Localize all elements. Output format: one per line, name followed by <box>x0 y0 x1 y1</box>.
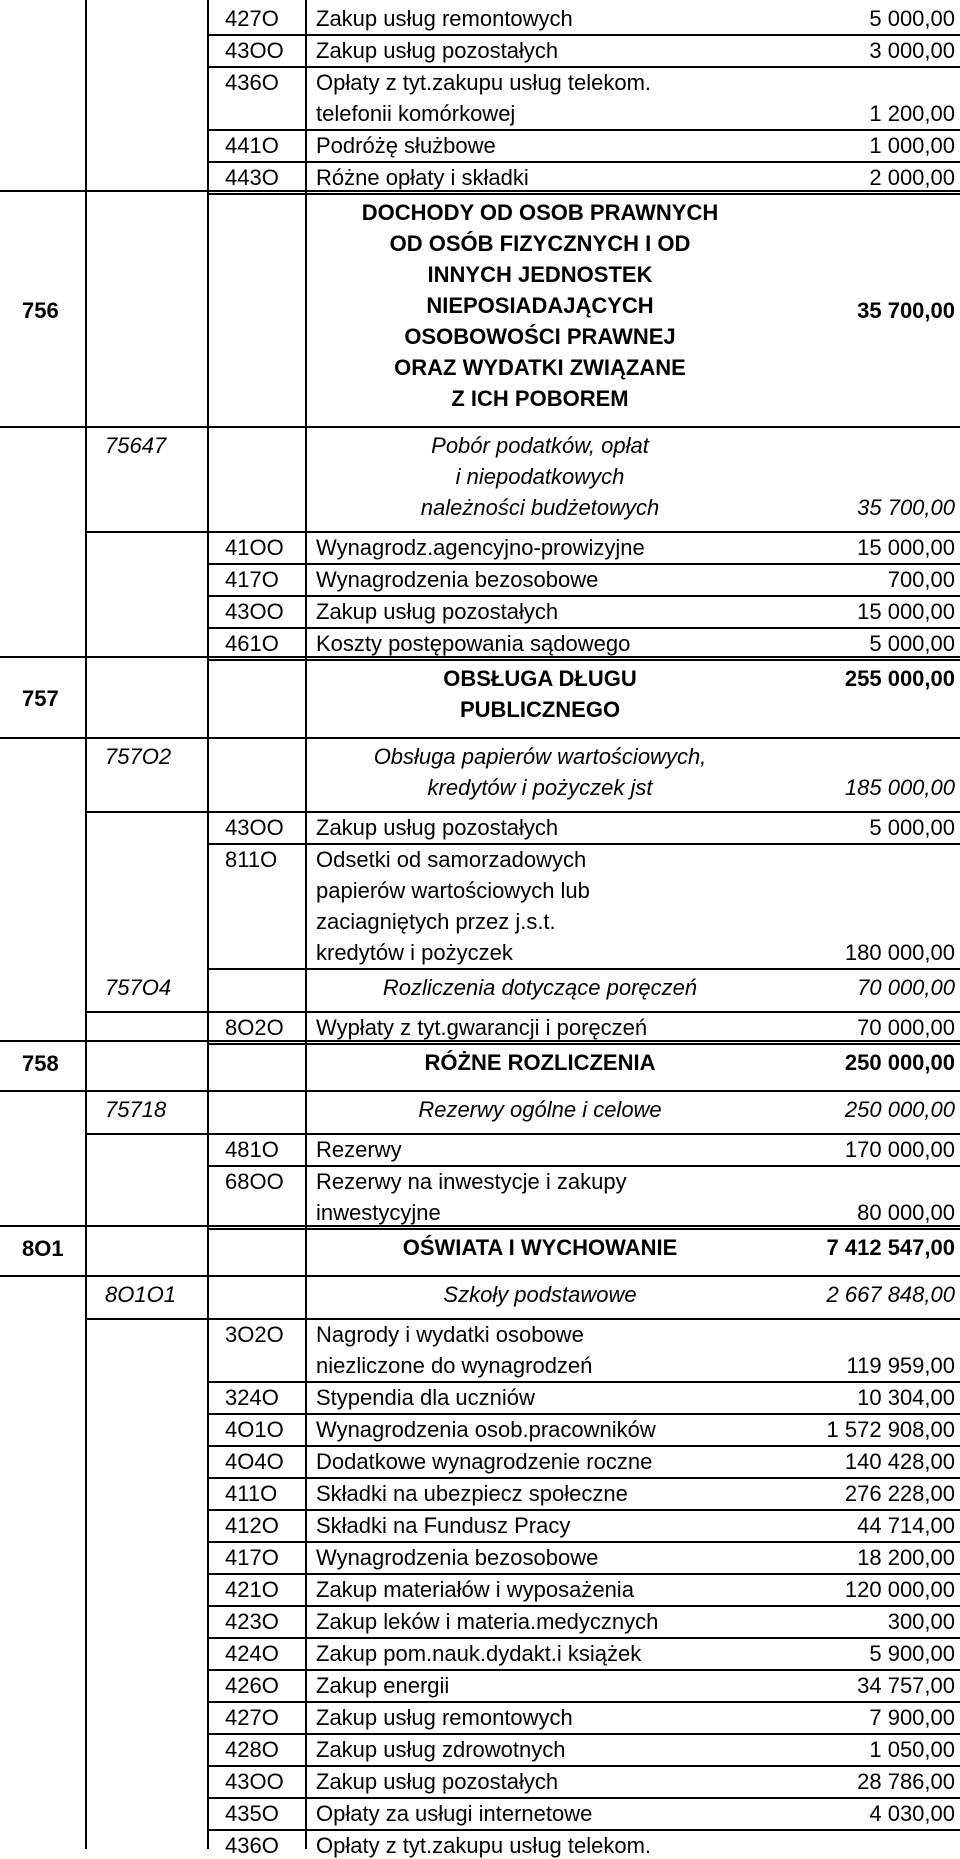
dzial-amount: 7 412 547,00 <box>826 1235 955 1260</box>
dzial-description: OBSŁUGA DŁUGU <box>443 666 637 691</box>
item-amount: 4 030,00 <box>869 1801 955 1826</box>
item-amount: 170 000,00 <box>844 1137 955 1162</box>
item-amount: 28 786,00 <box>857 1769 955 1794</box>
item-amount: 44 714,00 <box>857 1513 955 1538</box>
row-separator <box>207 1228 960 1230</box>
row-separator <box>85 1133 960 1135</box>
section-separator <box>0 190 960 192</box>
paragraph-code: 427O <box>225 1705 279 1730</box>
column-divider <box>305 0 307 1849</box>
item-description: niezliczone do wynagrodzeń <box>316 1353 593 1378</box>
rozdzial-description: Rozliczenia dotyczące poręczeń <box>382 975 698 1000</box>
paragraph-code: 424O <box>225 1641 279 1666</box>
item-description: Zakup usług zdrowotnych <box>316 1737 566 1762</box>
dzial-description: Z ICH POBOREM <box>451 386 629 411</box>
item-description: Stypendia dla uczniów <box>316 1385 535 1410</box>
paragraph-code: 43OO <box>225 38 284 63</box>
section-separator <box>0 1040 960 1042</box>
column-divider <box>207 0 209 1849</box>
dzial-amount: 35 700,00 <box>857 297 955 323</box>
item-amount: 2 000,00 <box>869 165 955 190</box>
rozdzial-code: 757O2 <box>105 744 172 769</box>
paragraph-code: 41OO <box>225 535 284 560</box>
dzial-description: OD OSÓB FIZYCZNYCH I OD <box>389 231 691 256</box>
column-divider <box>85 0 87 1849</box>
rozdzial-code: 757O4 <box>105 975 172 1000</box>
paragraph-code: 417O <box>225 1545 279 1570</box>
paragraph-code: 8O2O <box>225 1015 284 1040</box>
item-amount: 1 572 908,00 <box>826 1417 955 1442</box>
dzial-description: PUBLICZNEGO <box>459 697 621 722</box>
paragraph-code: 421O <box>225 1577 279 1602</box>
item-description: Dodatkowe wynagrodzenie roczne <box>316 1449 653 1474</box>
dzial-code: 756 <box>22 297 59 323</box>
paragraph-code: 811O <box>225 847 278 872</box>
row-separator <box>207 843 960 845</box>
row-separator <box>207 1605 960 1607</box>
rozdzial-amount: 70 000,00 <box>857 975 955 1000</box>
row-separator <box>207 1701 960 1703</box>
dzial-description: ORAZ WYDATKI ZWIĄZANE <box>394 355 686 380</box>
row-separator <box>207 193 960 195</box>
item-description: Podróżę służbowe <box>316 133 496 158</box>
dzial-description: NIEPOSIADAJĄCYCH <box>426 293 654 318</box>
item-amount: 70 000,00 <box>857 1015 955 1040</box>
dzial-amount: 250 000,00 <box>844 1050 955 1075</box>
row-separator <box>207 1413 960 1415</box>
row-separator <box>207 1445 960 1447</box>
rozdzial-amount: 250 000,00 <box>844 1097 955 1122</box>
row-separator <box>207 161 960 163</box>
item-amount: 120 000,00 <box>844 1577 955 1602</box>
paragraph-code: 68OO <box>225 1169 284 1194</box>
dzial-description: OSOBOWOŚCI PRAWNEJ <box>404 324 676 349</box>
item-amount: 276 228,00 <box>844 1481 955 1506</box>
item-amount: 3 000,00 <box>869 38 955 63</box>
rozdzial-description: kredytów i pożyczek jst <box>427 775 653 800</box>
item-description: Koszty postępowania sądowego <box>316 631 631 656</box>
item-amount: 10 304,00 <box>857 1385 955 1410</box>
row-separator <box>207 1765 960 1767</box>
item-amount: 15 000,00 <box>857 535 955 560</box>
row-separator <box>85 811 960 813</box>
row-separator <box>85 1318 960 1320</box>
section-separator <box>0 1225 960 1227</box>
row-separator <box>207 66 960 68</box>
rozdzial-description: Rezerwy ogólne i celowe <box>418 1097 662 1122</box>
dzial-code: 757 <box>22 686 59 711</box>
rozdzial-description: należności budżetowych <box>420 495 660 520</box>
rozdzial-description: Obsługa papierów wartościowych, <box>373 744 707 769</box>
item-amount: 1 000,00 <box>869 133 955 158</box>
item-description: Zakup usług pozostałych <box>316 1769 559 1794</box>
row-separator <box>207 563 960 565</box>
item-description: zaciagniętych przez j.s.t. <box>316 909 556 934</box>
paragraph-code: 43OO <box>225 1769 284 1794</box>
item-description: Zakup leków i materia.medycznych <box>316 1609 659 1634</box>
rozdzial-description: Pobór podatków, opłat <box>431 433 649 458</box>
item-description: Opłaty z tyt.zakupu usług telekom. <box>316 70 652 95</box>
row-separator <box>0 737 960 739</box>
rozdzial-code: 75718 <box>105 1097 167 1122</box>
row-separator <box>207 1797 960 1799</box>
paragraph-code: 436O <box>225 70 279 95</box>
paragraph-code: 43OO <box>225 815 284 840</box>
row-separator <box>85 1011 960 1013</box>
row-separator <box>85 531 960 533</box>
row-separator <box>0 1090 960 1092</box>
item-description: Opłaty z tyt.zakupu usług telekom. <box>316 1833 652 1858</box>
item-description: Zakup usług pozostałych <box>316 599 559 624</box>
item-amount: 15 000,00 <box>857 599 955 624</box>
item-amount: 180 000,00 <box>844 940 955 965</box>
item-description: Wynagrodz.agencyjno-prowizyjne <box>316 535 645 560</box>
item-description: Wypłaty z tyt.gwarancji i poręczeń <box>316 1015 648 1040</box>
item-amount: 34 757,00 <box>857 1673 955 1698</box>
item-description: Nagrody i wydatki osobowe <box>316 1322 584 1347</box>
paragraph-code: 4O4O <box>225 1449 284 1474</box>
paragraph-code: 423O <box>225 1609 279 1634</box>
row-separator <box>207 129 960 131</box>
dzial-code: 8O1 <box>22 1235 64 1261</box>
rozdzial-amount: 2 667 848,00 <box>826 1282 955 1307</box>
dzial-description: OŚWIATA I WYCHOWANIE <box>402 1235 678 1260</box>
item-amount: 140 428,00 <box>844 1449 955 1474</box>
row-separator <box>207 1541 960 1543</box>
item-description: Wynagrodzenia bezosobowe <box>316 1545 599 1570</box>
row-separator <box>207 1829 960 1831</box>
paragraph-code: 324O <box>225 1385 279 1410</box>
item-description: Odsetki od samorzadowych <box>316 847 587 872</box>
row-separator <box>207 1043 960 1045</box>
item-description: Wynagrodzenia osob.pracowników <box>316 1417 656 1442</box>
item-description: inwestycyjne <box>316 1200 441 1225</box>
paragraph-code: 427O <box>225 6 279 31</box>
dzial-code: 758 <box>22 1050 59 1076</box>
paragraph-code: 43OO <box>225 599 284 624</box>
row-separator <box>207 34 960 36</box>
paragraph-code: 461O <box>225 631 279 656</box>
row-separator <box>207 1573 960 1575</box>
row-separator <box>207 1477 960 1479</box>
dzial-amount: 255 000,00 <box>844 666 955 691</box>
item-description: Zakup pom.nauk.dydakt.i książek <box>316 1641 642 1666</box>
paragraph-code: 481O <box>225 1137 279 1162</box>
item-amount: 5 000,00 <box>869 815 955 840</box>
row-separator <box>207 595 960 597</box>
item-amount: 18 200,00 <box>857 1545 955 1570</box>
item-description: Rezerwy na inwestycje i zakupy <box>316 1169 627 1194</box>
item-description: Składki na ubezpiecz społeczne <box>316 1481 628 1506</box>
paragraph-code: 426O <box>225 1673 279 1698</box>
rozdzial-amount: 35 700,00 <box>857 495 955 520</box>
rozdzial-description: Szkoły podstawowe <box>443 1282 637 1307</box>
dzial-description: RÓŻNE ROZLICZENIA <box>424 1050 656 1075</box>
section-separator <box>0 656 960 658</box>
item-description: Zakup usług pozostałych <box>316 38 559 63</box>
item-description: telefonii komórkowej <box>316 101 516 126</box>
paragraph-code: 3O2O <box>225 1322 284 1347</box>
item-amount: 7 900,00 <box>869 1705 955 1730</box>
item-amount: 119 959,00 <box>846 1353 955 1378</box>
row-separator <box>207 968 960 970</box>
paragraph-code: 441O <box>225 133 279 158</box>
item-amount: 80 000,00 <box>857 1200 955 1225</box>
item-amount: 1 200,00 <box>869 101 955 126</box>
rozdzial-amount: 185 000,00 <box>844 775 955 800</box>
rozdzial-description: i niepodatkowych <box>455 464 625 489</box>
item-description: Zakup usług remontowych <box>316 6 573 31</box>
row-separator <box>0 426 960 428</box>
rozdzial-code: 75647 <box>105 433 167 458</box>
row-separator <box>207 627 960 629</box>
item-description: Zakup usług pozostałych <box>316 815 559 840</box>
item-description: Zakup energii <box>316 1673 450 1698</box>
rozdzial-code: 8O1O1 <box>105 1282 176 1307</box>
dzial-description: DOCHODY OD OSOB PRAWNYCH <box>361 200 719 225</box>
item-description: kredytów i pożyczek <box>316 940 513 965</box>
row-separator <box>207 1381 960 1383</box>
item-description: Różne opłaty i składki <box>316 165 529 190</box>
item-description: Rezerwy <box>316 1137 402 1162</box>
paragraph-code: 435O <box>225 1801 279 1826</box>
item-description: Zakup materiałów i wyposażenia <box>316 1577 634 1602</box>
item-amount: 1 050,00 <box>869 1737 955 1762</box>
dzial-description: INNYCH JEDNOSTEK <box>427 262 653 287</box>
paragraph-code: 411O <box>225 1481 278 1506</box>
item-amount: 300,00 <box>887 1609 955 1634</box>
item-description: Opłaty za usługi internetowe <box>316 1801 593 1826</box>
row-separator <box>207 1637 960 1639</box>
row-separator <box>207 1733 960 1735</box>
paragraph-code: 443O <box>225 165 279 190</box>
item-description: Zakup usług remontowych <box>316 1705 573 1730</box>
paragraph-code: 412O <box>225 1513 279 1538</box>
paragraph-code: 428O <box>225 1737 279 1762</box>
row-separator <box>207 1509 960 1511</box>
row-separator <box>207 659 960 661</box>
paragraph-code: 4O1O <box>225 1417 284 1442</box>
item-amount: 700,00 <box>887 567 955 592</box>
paragraph-code: 417O <box>225 567 279 592</box>
item-amount: 5 000,00 <box>869 631 955 656</box>
row-separator <box>0 1275 960 1277</box>
item-amount: 5 900,00 <box>869 1641 955 1666</box>
item-description: papierów wartościowych lub <box>316 878 590 903</box>
item-description: Składki na Fundusz Pracy <box>316 1513 571 1538</box>
row-separator <box>207 1669 960 1671</box>
item-description: Wynagrodzenia bezosobowe <box>316 567 599 592</box>
row-separator <box>207 1165 960 1167</box>
item-amount: 5 000,00 <box>869 6 955 31</box>
paragraph-code: 436O <box>225 1833 279 1858</box>
